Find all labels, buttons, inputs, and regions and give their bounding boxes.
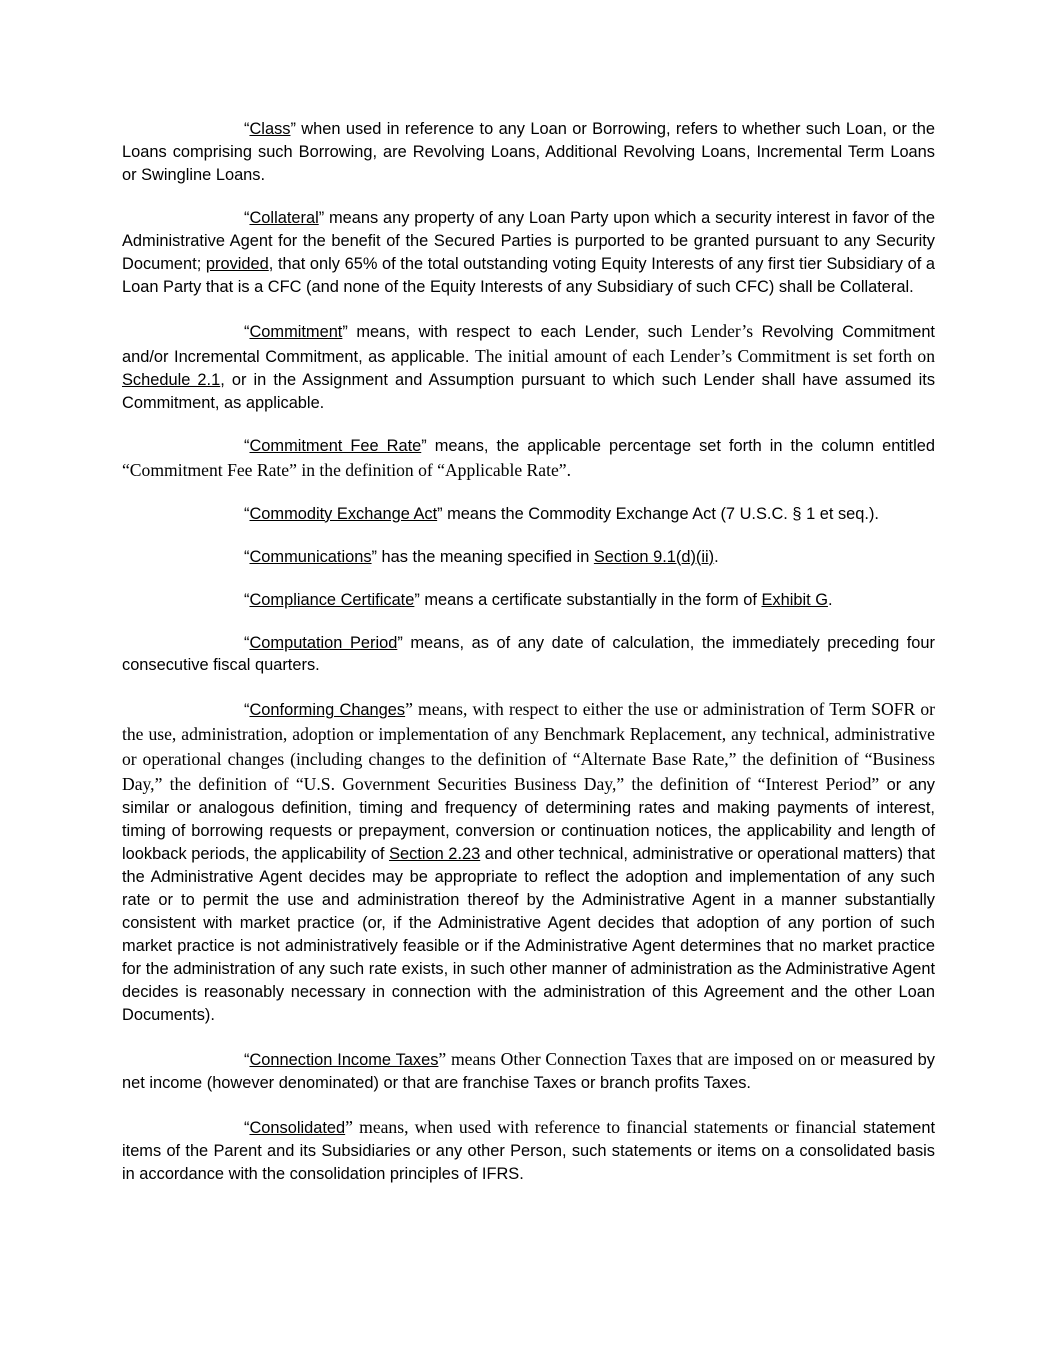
defined-term: Conforming Changes bbox=[249, 701, 406, 720]
body-text: “ bbox=[244, 1118, 250, 1137]
defined-term: Schedule 2.1 bbox=[122, 370, 221, 389]
body-text: ” means a certificate substantially in the form of bbox=[414, 590, 762, 609]
body-text: “ bbox=[244, 322, 250, 341]
definition-paragraph-collateral bbox=[122, 207, 935, 299]
body-text: ” means, the applicable percentage set forth in the column entitled bbox=[421, 436, 935, 455]
definition-paragraph-compliance-certificate bbox=[122, 589, 935, 612]
body-text: . bbox=[714, 547, 719, 566]
defined-term: Section 9.1(d)(ii) bbox=[593, 547, 715, 566]
defined-term: Section 2.23 bbox=[389, 845, 481, 864]
body-text: “ bbox=[244, 547, 250, 566]
body-text: “ bbox=[244, 504, 250, 523]
body-text: ” has the meaning specified in bbox=[371, 547, 594, 566]
serif-text: ” means Other Connection Taxes that are imposed on or bbox=[438, 1049, 836, 1069]
body-text: “ bbox=[244, 208, 250, 227]
body-text: measured by net income (however denominated) or that are franchise Taxes or branch profits Taxes. bbox=[122, 1051, 935, 1092]
defined-term: Communications bbox=[249, 547, 372, 566]
document-body bbox=[122, 118, 935, 1186]
body-text: “ bbox=[244, 120, 250, 138]
body-text: “ bbox=[244, 436, 250, 455]
body-text: ” means the Commodity Exchange Act (7 U.S.C. § 1 et seq.). bbox=[437, 504, 879, 523]
defined-term: Collateral bbox=[249, 208, 319, 227]
body-text: “ bbox=[244, 590, 250, 609]
definition-paragraph-conforming-changes bbox=[122, 697, 935, 1027]
definition-paragraph-connection-income-taxes bbox=[122, 1047, 935, 1095]
body-text: “ bbox=[244, 1051, 250, 1069]
definition-paragraph-class bbox=[122, 118, 935, 187]
defined-term: Consolidated bbox=[249, 1118, 346, 1137]
defined-term: Computation Period bbox=[249, 633, 398, 652]
definition-paragraph-computation-period bbox=[122, 632, 935, 678]
body-text: ” when used in reference to any Loan or Borrowing, refers to whether such Loan, or the Loans comprising such Borrowing, are Revolving Loans, Additional Revolving Loans, Incremental Term Loans or Swingline Loans. bbox=[122, 120, 935, 184]
body-text: ” means, as of any date of calculation, the immediately preceding four consecutive fiscal quarters. bbox=[122, 633, 935, 675]
definition-paragraph-commitment-fee-rate bbox=[122, 435, 935, 483]
serif-text: “Commitment Fee Rate” in the definition of “Applicable Rate”. bbox=[122, 459, 571, 480]
body-text: , that only 65% of the total outstanding voting Equity Interests of any first tier Subsidiary of a Loan Party that is a CFC (and none of the Equity Interests of any Subsidiary of such CFC) shall be Collateral. bbox=[122, 254, 936, 296]
defined-term: Class bbox=[249, 120, 291, 138]
serif-text: ” means, with respect to either the use or administration of Term SOFR or the use, administration, adoption or implementation of any Benchmark Replacement, any technical, administrative or operational changes (including changes to the definition of “Alternate Base Rate,” the definition of “Business Day,” the definition of “U.S. Government Securities Business Day,” the definition of “Interest Period” bbox=[122, 699, 936, 795]
defined-term: Commodity Exchange Act bbox=[249, 504, 438, 523]
body-text: ” means, with respect to each Lender, such bbox=[342, 322, 691, 341]
definition-paragraph-communications bbox=[122, 546, 935, 569]
body-text: Revolving Commitment and/or Incremental Commitment, as applicable. bbox=[122, 322, 935, 366]
body-text: and other technical, administrative or operational matters) that the Administrative Agent decides may be appropriate to reflect the adoption and implementation of any such rate or to permit the use and administration thereof by the Administrative Agent in a manner substantially consistent with market practice (or, if the Administrative Agent decides that adoption of any portion of such market practice is not administratively feasible or if the Administrative Agent determines that no market practice for the administration of any such rate exists, in such other manner of administration as the Administrative Agent decides is reasonably necessary in connection with the administration of this Agreement and the other Loan Documents). bbox=[122, 845, 935, 1025]
serif-text: The initial amount of each Lender’s Commitment is set forth on bbox=[474, 345, 935, 366]
defined-term: Compliance Certificate bbox=[249, 590, 415, 609]
defined-term: provided bbox=[205, 254, 269, 273]
body-text: . bbox=[827, 590, 833, 609]
serif-text: ” means, when used with reference to financial statements or financial bbox=[345, 1116, 857, 1137]
definition-paragraph-consolidated bbox=[122, 1115, 935, 1186]
body-text: , or in the Assignment and Assumption pursuant to which such Lender shall have assumed its Commitment, as applicable. bbox=[122, 370, 936, 412]
body-text: “ bbox=[244, 633, 250, 652]
defined-term: Connection Income Taxes bbox=[249, 1051, 439, 1069]
defined-term: Commitment Fee Rate bbox=[249, 436, 422, 455]
defined-term: Commitment bbox=[249, 322, 343, 341]
body-text: or any similar or analogous definition, timing and frequency of determining rates and making payments of interest, timing of borrowing requests or prepayment, conversion or continuation notices, the applicability and length of lookback periods, the applicability of bbox=[122, 776, 935, 864]
body-text: “ bbox=[244, 701, 250, 720]
body-text: statement items of the Parent and its Subsidiaries or any other Person, such statements or items on a consolidated basis in accordance with the consolidation principles of IFRS. bbox=[122, 1118, 935, 1183]
definition-paragraph-commodity-exchange-act bbox=[122, 503, 935, 526]
definition-paragraph-commitment bbox=[122, 319, 935, 415]
defined-term: Exhibit G bbox=[761, 590, 828, 609]
serif-text: Lender’s bbox=[690, 320, 754, 341]
body-text: ” means any property of any Loan Party upon which a security interest in favor of the Administrative Agent for the benefit of the Secured Parties is purported to be granted pursuant to any Security Document; bbox=[122, 208, 935, 273]
